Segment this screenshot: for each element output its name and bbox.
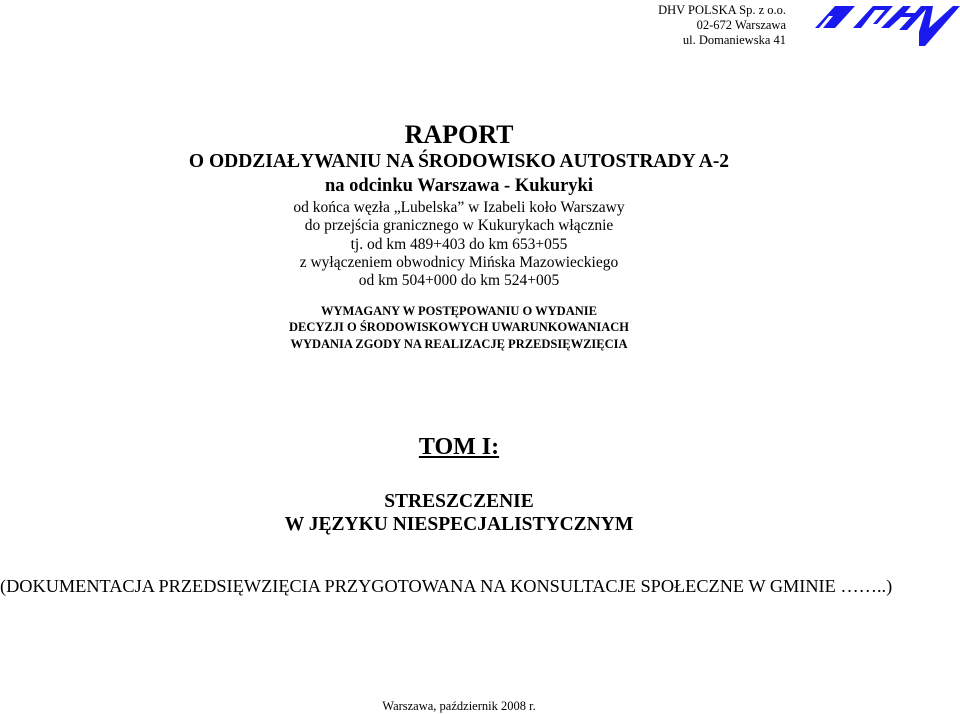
consultation-note: (DOKUMENTACJA PRZEDSIĘWZIĘCIA PRZYGOTOWANA NA KONSULTACJE SPOŁECZNE W GMINIE ……..) [0, 576, 893, 596]
required-line: WYDANIA ZGODY NA REALIZACJĘ PRZEDSIĘWZIĘCIA [290, 337, 628, 351]
required-line: DECYZJI O ŚRODOWISKOWYCH UWARUNKOWANIACH [289, 320, 629, 334]
desc-line: tj. od km 489+403 do km 653+055 [350, 236, 568, 253]
dhv-logo [815, 2, 960, 48]
desc-line: od km 504+000 do km 524+005 [358, 272, 560, 289]
company-address [658, 3, 786, 48]
report-title: RAPORT [404, 120, 514, 149]
required-line: WYMAGANY W POSTĘPOWANIU O WYDANIE [321, 304, 597, 318]
volume-title: STRESZCZENIE [384, 491, 534, 512]
company-postal: 02-672 Warszawa [696, 18, 786, 32]
desc-line: od końca węzła „Lubelska” w Izabeli koło Warszawy [293, 199, 625, 216]
report-section: na odcinku Warszawa - Kukuryki [325, 176, 593, 196]
desc-line: z wyłączeniem obwodnicy Mińska Mazowieckiego [299, 254, 619, 271]
volume-number: TOM I: [418, 434, 500, 460]
company-name: DHV POLSKA Sp. z o.o. [658, 3, 786, 17]
report-subtitle: O ODDZIAŁYWANIU NA ŚRODOWISKO AUTOSTRADY A-2 [188, 151, 730, 172]
footer-date: Warszawa, październik 2008 r. [382, 699, 536, 713]
volume-subtitle: W JĘZYKU NIESPECJALISTYCZNYM [284, 514, 634, 535]
company-street: ul. Domaniewska 41 [682, 33, 786, 47]
desc-line: do przejścia granicznego w Kukurykach włącznie [304, 217, 614, 234]
